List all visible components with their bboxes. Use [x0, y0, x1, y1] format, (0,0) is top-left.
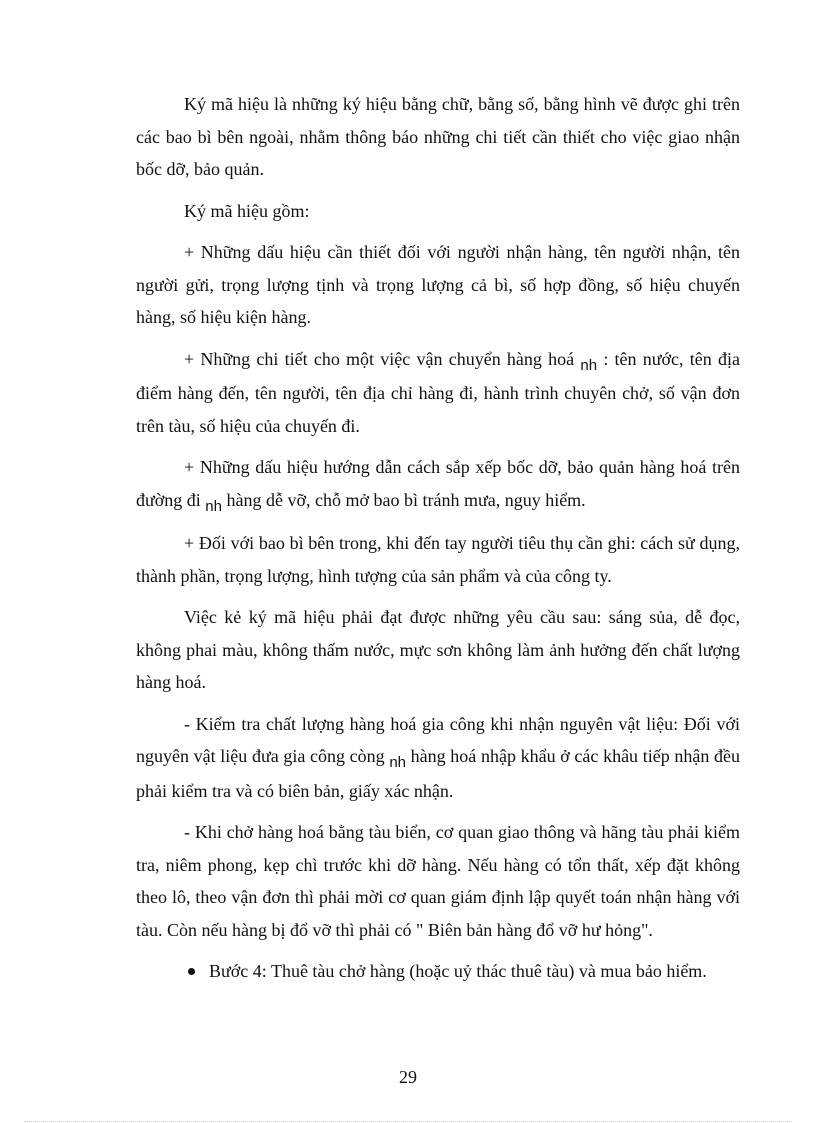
paragraph-marking-requirements: Việc kẻ ký mã hiệu phải đạt được những yêu cầu sau: sáng sủa, dễ đọc, không phai màu, không thấm nước, mực sơn không làm ảnh hưởng đến chất lượng hàng hoá. [136, 607, 740, 692]
page-bottom-divider [24, 1121, 792, 1122]
paragraph-receiver-marks: + Những dấu hiệu cần thiết đối với người nhận hàng, tên người nhận, tên người gửi, trọng lượng tịnh và trọng lượng cả bì, số hợp đồng, số hiệu chuyến hàng, số hiệu kiện hàng. [136, 242, 740, 327]
paragraph-transport-details: + Những chi tiết cho một việc vận chuyển hàng hoá $_{nh}$ : tên nước, tên địa điểm hàng đến, tên người, tên địa chỉ hàng đi, hành trình chuyên chở, số vận đơn trên tàu, số hiệu của chuyến đi. [136, 348, 740, 436]
page-number: 29 [399, 1067, 417, 1087]
body-text [136, 88, 740, 997]
subscript-nh: nh [389, 754, 406, 771]
subscript-nh: nh [205, 497, 222, 515]
paragraph-handling-marks: + Những dấu hiệu hướng dẫn cách sắp xếp bốc dỡ, bảo quản hàng hoá trên đường đi $_{nh}$ hàng dễ vỡ, chỗ mở bao bì tránh mưa, nguy hiểm. [136, 457, 740, 515]
bullet-step-4 [136, 955, 740, 988]
paragraph-includes: Ký mã hiệu gồm: [184, 200, 310, 221]
paragraph-inner-packaging: + Đối với bao bì bên trong, khi đến tay người tiêu thụ cần ghi: cách sử dụng, thành phần, trọng lượng, hình tượng của sản phẩm và của công ty. [136, 533, 740, 586]
bullet-text: Bước 4: Thuê tàu chở hàng (hoặc uỷ thác thuê tàu) và mua bảo hiểm. [209, 961, 707, 981]
paragraph-sea-transport: - Khi chở hàng hoá bằng tàu biển, cơ quan giao thông và hãng tàu phải kiểm tra, niêm phong, kẹp chì trước khi dỡ hàng. Nếu hàng có tổn thất, xếp đặt không theo lô, theo vận đơn thì phải mời cơ quan giám định lập quyết toán nhận hàng với tàu. Còn nếu hàng bị đổ vỡ thì phải có " Biên bản hàng đổ vỡ hư hỏng". [136, 822, 740, 940]
bullet-dot-icon [188, 968, 195, 975]
paragraph-definition: Ký mã hiệu là những ký hiệu bằng chữ, bằng số, bằng hình vẽ được ghi trên các bao bì bên ngoài, nhằm thông báo những chi tiết cần thiết cho việc giao nhận bốc dỡ, bảo quản. [136, 94, 740, 179]
paragraph-quality-inspection: - Kiểm tra chất lượng hàng hoá gia công khi nhận nguyên vật liệu: Đối với nguyên vật liệu đưa gia công còng $_{nh}$ hàng hoá nhập khẩu ở các khâu tiếp nhận đều phải kiểm tra và có biên bản, giấy xác nhận. [136, 713, 741, 801]
subscript-nh: nh [580, 356, 598, 374]
